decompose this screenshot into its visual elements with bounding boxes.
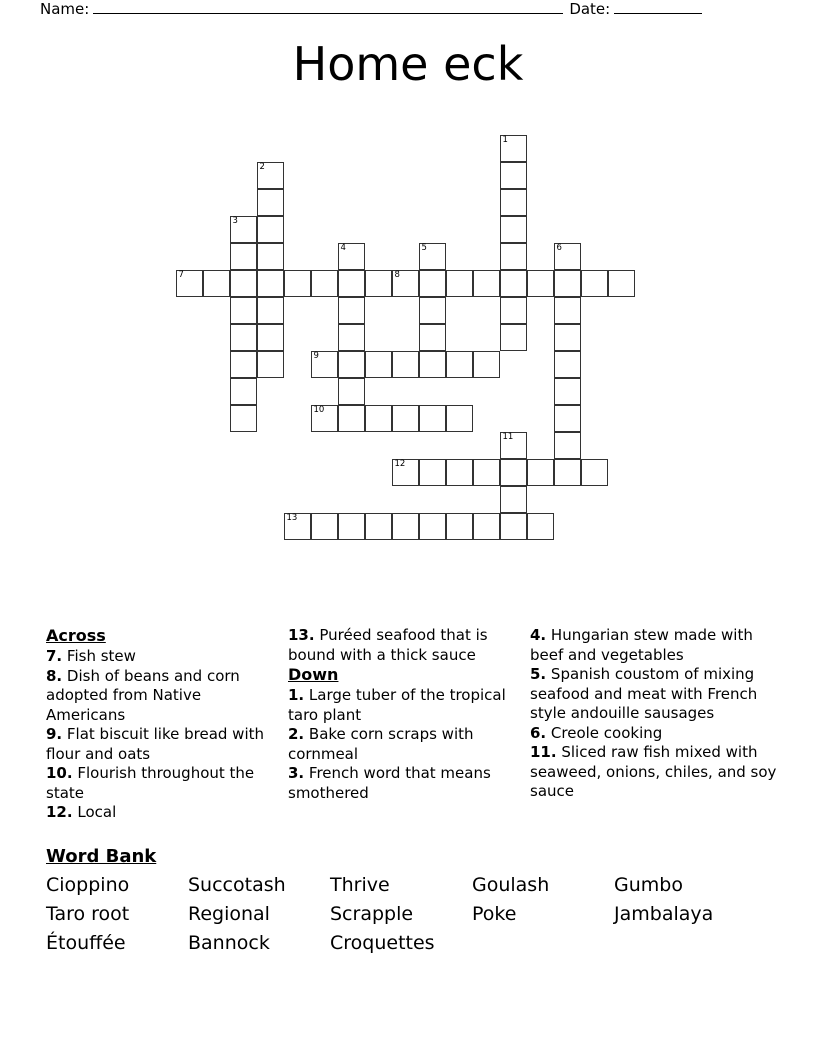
- clue-number: 4.: [530, 626, 547, 644]
- cell-number: 8: [394, 270, 400, 280]
- cell-number: 1: [502, 135, 508, 145]
- clue-number: 12.: [46, 803, 73, 821]
- word-bank-item: Regional: [188, 903, 270, 925]
- clue-across-9: [46, 725, 278, 764]
- cell-number: 11: [502, 432, 514, 442]
- clue-column-1: [46, 626, 278, 823]
- crossword-cell[interactable]: [527, 513, 554, 540]
- clue-number: 1.: [288, 686, 305, 704]
- crossword-cell[interactable]: [338, 513, 365, 540]
- clue-text: Bake corn scraps with cornmeal: [288, 725, 474, 763]
- crossword-cell[interactable]: [554, 297, 581, 324]
- cell-number: 10: [313, 405, 325, 415]
- crossword-cell[interactable]: [230, 351, 257, 378]
- clue-number: 3.: [288, 764, 305, 782]
- word-bank-item: Poke: [472, 903, 517, 925]
- crossword-cell[interactable]: [500, 459, 527, 486]
- down-heading: Down: [288, 665, 339, 684]
- crossword-cell[interactable]: [419, 513, 446, 540]
- crossword-cell[interactable]: [554, 324, 581, 351]
- crossword-cell[interactable]: [365, 405, 392, 432]
- crossword-cell[interactable]: [500, 486, 527, 513]
- crossword-cell[interactable]: [257, 162, 284, 189]
- crossword-cell[interactable]: [554, 432, 581, 459]
- crossword-cell[interactable]: [554, 405, 581, 432]
- word-bank-list: [46, 871, 786, 958]
- crossword-cell[interactable]: [419, 297, 446, 324]
- crossword-cell[interactable]: [500, 216, 527, 243]
- crossword-cell[interactable]: [257, 297, 284, 324]
- word-bank-item: Bannock: [188, 932, 270, 954]
- crossword-cell[interactable]: [338, 270, 365, 297]
- crossword-cell[interactable]: [500, 135, 527, 162]
- clues-section: [40, 626, 780, 838]
- crossword-cell[interactable]: [473, 351, 500, 378]
- clue-across-10: [46, 764, 278, 803]
- crossword-cell[interactable]: [257, 189, 284, 216]
- page-title: Home eck: [292, 37, 524, 91]
- clue-down-5: [530, 665, 780, 724]
- crossword-cell[interactable]: [230, 297, 257, 324]
- crossword-cell[interactable]: [176, 270, 203, 297]
- word-bank-item: Cioppino: [46, 874, 130, 896]
- crossword-cell[interactable]: [230, 270, 257, 297]
- word-bank-section: [46, 845, 786, 958]
- clue-down-4: [530, 626, 780, 665]
- clue-text: Hungarian stew made with beef and vegetables: [530, 626, 753, 664]
- clue-text: Dish of beans and corn adopted from Native Americans: [46, 666, 240, 724]
- clue-across-8: [46, 667, 278, 726]
- word-bank-item: Gumbo: [614, 874, 683, 896]
- crossword-cell[interactable]: [581, 459, 608, 486]
- clue-text: Local: [77, 803, 117, 821]
- crossword-cell[interactable]: [338, 243, 365, 270]
- crossword-cell[interactable]: [230, 216, 257, 243]
- crossword-cell[interactable]: [473, 459, 500, 486]
- crossword-cell[interactable]: [257, 270, 284, 297]
- crossword-cell[interactable]: [527, 270, 554, 297]
- crossword-cell[interactable]: [365, 270, 392, 297]
- clue-text: Spanish coustom of mixing seafood and meat with French style andouille sausages: [530, 665, 758, 722]
- cell-number: 3: [232, 216, 238, 226]
- crossword-cell[interactable]: [257, 243, 284, 270]
- clue-across-12: [46, 803, 278, 823]
- crossword-cell[interactable]: [230, 243, 257, 270]
- crossword-cell[interactable]: [392, 351, 419, 378]
- crossword-cell[interactable]: [419, 351, 446, 378]
- crossword-cell[interactable]: [527, 459, 554, 486]
- crossword-cell[interactable]: [338, 378, 365, 405]
- crossword-cell[interactable]: [419, 243, 446, 270]
- crossword-cell[interactable]: [392, 405, 419, 432]
- word-bank-item: [472, 929, 614, 958]
- clue-text: French word that means smothered: [288, 764, 491, 802]
- crossword-cell[interactable]: [473, 270, 500, 297]
- word-bank-item: Croquettes: [330, 932, 435, 954]
- crossword-cell[interactable]: [581, 270, 608, 297]
- clue-down-11: [530, 743, 780, 802]
- clue-number: 2.: [288, 725, 305, 743]
- crossword-cell[interactable]: [446, 459, 473, 486]
- word-bank-item: Succotash: [188, 874, 286, 896]
- clue-text: Fish stew: [66, 647, 136, 665]
- clue-number: 5.: [530, 665, 547, 683]
- clue-text: Creole cooking: [550, 723, 663, 742]
- crossword-cell[interactable]: [257, 324, 284, 351]
- cell-number: 13: [286, 513, 298, 523]
- word-bank-item: Thrive: [330, 874, 390, 896]
- clue-number: 8.: [46, 666, 63, 685]
- crossword-cell[interactable]: [338, 405, 365, 432]
- crossword-cell[interactable]: [419, 270, 446, 297]
- clue-number: 9.: [46, 725, 63, 743]
- crossword-cell[interactable]: [257, 216, 284, 243]
- crossword-cell[interactable]: [554, 243, 581, 270]
- crossword-cell[interactable]: [419, 459, 446, 486]
- cell-number: 4: [340, 243, 346, 253]
- crossword-cell[interactable]: [608, 270, 635, 297]
- clue-down-6: [530, 724, 780, 744]
- clue-number: 13.: [288, 626, 315, 644]
- clue-column-3: [530, 626, 780, 802]
- crossword-cell[interactable]: [338, 297, 365, 324]
- clue-text: Sliced raw fish mixed with seaweed, onions, chiles, and soy sauce: [530, 743, 777, 800]
- crossword-cell[interactable]: [500, 513, 527, 540]
- word-bank-heading: Word Bank: [46, 846, 157, 867]
- word-bank-item: Étouffée: [46, 932, 126, 954]
- name-label: Name:: [40, 0, 90, 18]
- crossword-cell[interactable]: [500, 270, 527, 297]
- crossword-cell[interactable]: [203, 270, 230, 297]
- crossword-cell[interactable]: [392, 459, 419, 486]
- clue-number: 7.: [46, 647, 63, 665]
- cell-number: 12: [394, 459, 406, 469]
- crossword-cell[interactable]: [257, 351, 284, 378]
- date-label: Date:: [569, 0, 611, 18]
- crossword-cell[interactable]: [284, 513, 311, 540]
- crossword-cell[interactable]: [500, 297, 527, 324]
- crossword-cell[interactable]: [311, 351, 338, 378]
- clue-down-3: [288, 764, 526, 803]
- crossword-cell[interactable]: [365, 513, 392, 540]
- clue-text: Flourish throughout the state: [46, 764, 255, 802]
- crossword-cell[interactable]: [500, 189, 527, 216]
- clue-number: 10.: [46, 764, 73, 782]
- cell-number: 6: [556, 243, 562, 253]
- crossword-cell[interactable]: [392, 270, 419, 297]
- clue-text: Flat biscuit like bread with flour and oats: [46, 725, 265, 763]
- crossword-cell[interactable]: [446, 351, 473, 378]
- crossword-cell[interactable]: [500, 162, 527, 189]
- word-bank-item: Jambalaya: [614, 903, 714, 925]
- clue-across-13: [288, 626, 526, 665]
- crossword-cell[interactable]: [338, 351, 365, 378]
- crossword-cell[interactable]: [473, 513, 500, 540]
- crossword-cell[interactable]: [500, 432, 527, 459]
- clue-number: 6.: [530, 723, 547, 742]
- crossword-cell[interactable]: [419, 324, 446, 351]
- crossword-cell[interactable]: [365, 351, 392, 378]
- crossword-cell[interactable]: [446, 270, 473, 297]
- crossword-cell[interactable]: [446, 513, 473, 540]
- cell-number: 5: [421, 243, 427, 253]
- word-bank-item: Taro root: [46, 903, 130, 925]
- word-bank-item: Goulash: [472, 874, 550, 896]
- crossword-cell[interactable]: [554, 351, 581, 378]
- crossword-cell[interactable]: [311, 270, 338, 297]
- crossword-cell[interactable]: [230, 378, 257, 405]
- clue-text: Puréed seafood that is bound with a thick sauce: [288, 626, 488, 664]
- crossword-cell[interactable]: [446, 405, 473, 432]
- word-bank-item: Scrapple: [330, 903, 414, 925]
- clue-column-2: [288, 626, 526, 803]
- crossword-cell[interactable]: [311, 513, 338, 540]
- crossword-cell[interactable]: [311, 405, 338, 432]
- crossword-cell[interactable]: [554, 459, 581, 486]
- across-heading: Across: [46, 626, 106, 645]
- clue-down-2: [288, 725, 526, 764]
- crossword-cell[interactable]: [338, 324, 365, 351]
- cell-number: 2: [259, 162, 265, 172]
- clue-number: 11.: [530, 743, 557, 761]
- crossword-cell[interactable]: [554, 378, 581, 405]
- crossword-cell[interactable]: [419, 405, 446, 432]
- clue-across-7: [46, 647, 278, 667]
- crossword-cell[interactable]: [554, 270, 581, 297]
- crossword-cell[interactable]: [284, 270, 311, 297]
- cell-number: 9: [313, 351, 319, 361]
- clue-down-1: [288, 686, 526, 725]
- crossword-cell[interactable]: [392, 513, 419, 540]
- crossword-cell[interactable]: [230, 405, 257, 432]
- word-bank-item: [614, 929, 794, 958]
- crossword-cell[interactable]: [500, 324, 527, 351]
- clue-text: Large tuber of the tropical taro plant: [288, 686, 506, 724]
- crossword-cell[interactable]: [500, 243, 527, 270]
- cell-number: 7: [178, 270, 184, 280]
- crossword-cell[interactable]: [230, 324, 257, 351]
